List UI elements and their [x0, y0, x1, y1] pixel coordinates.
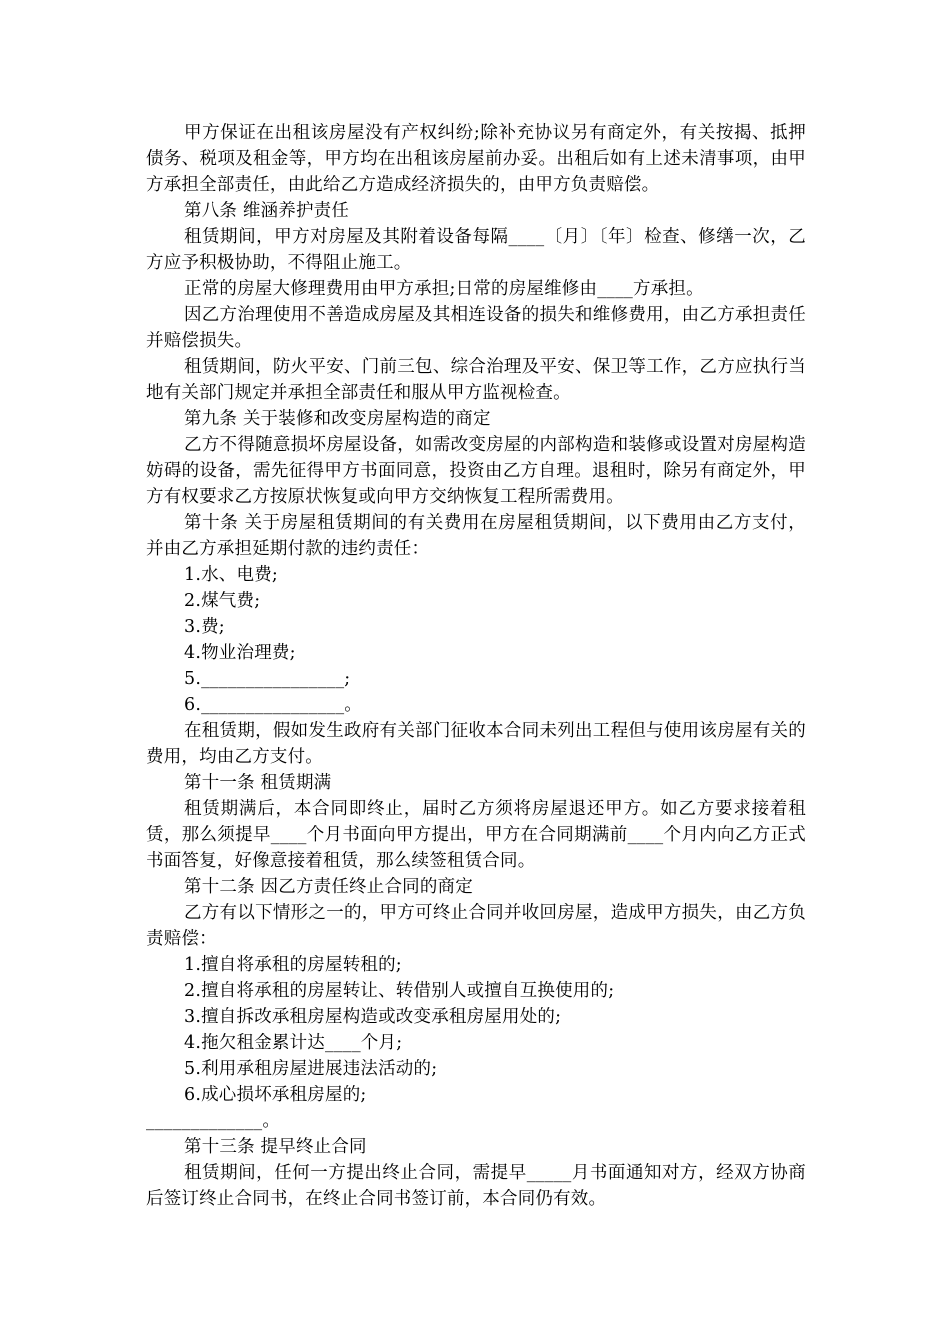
list-item: 3.费;: [184, 617, 225, 637]
paragraph-renovation: 乙方不得随意损坏房屋设备，如需改变房屋的内部构造和装修或设置对房屋构造妨碍的设备，需先征得甲方书面同意，投资由乙方自理。退租时，除另有商定外，甲方有权要求乙方按原状恢复或向甲方交纳恢复工程所需费用。: [146, 435, 806, 507]
blank-line: _____________。: [146, 1111, 281, 1131]
heading-article-9: 第九条 关于装修和改变房屋构造的商定: [184, 409, 491, 429]
document-page: [146, 120, 806, 1212]
paragraph-safety: 租赁期间，防火平安、门前三包、综合治理及平安、保卫等工作，乙方应执行当地有关部门规定并承担全部责任和服从甲方监视检查。: [146, 357, 806, 403]
paragraph-government-fees: 在租赁期，假如发生政府有关部门征收本合同未列出工程但与使用该房屋有关的费用，均由乙方支付。: [146, 721, 806, 767]
paragraph-repair-costs: 正常的房屋大修理费用由甲方承担;日常的房屋维修由____方承担。: [184, 279, 704, 299]
heading-article-10: 第十条 关于房屋租赁期间的有关费用在房屋租赁期间，以下费用由乙方支付，并由乙方承担延期付款的违约责任：: [146, 513, 806, 559]
list-item: 5.________________;: [184, 669, 351, 689]
list-item: 6.________________。: [184, 695, 362, 715]
list-item: 1.水、电费;: [184, 565, 278, 585]
heading-article-13: 第十三条 提早终止合同: [184, 1137, 367, 1157]
heading-article-8: 第八条 维涵养护责任: [184, 201, 350, 221]
heading-article-11: 第十一条 租赁期满: [184, 773, 332, 793]
paragraph-lease-expiry: 租赁期满后，本合同即终止，届时乙方须将房屋退还甲方。如乙方要求接着租赁，那么须提早____个月书面向甲方提出，甲方在合同期满前____个月内向乙方正式书面答复，好像意接着租赁，那么续签租赁合同。: [146, 799, 806, 871]
list-item: 4.拖欠租金累计达____个月;: [184, 1033, 403, 1053]
paragraph-termination-conditions: 乙方有以下情形之一的，甲方可终止合同并收回房屋，造成甲方损失，由乙方负责赔偿：: [146, 903, 806, 949]
paragraph-damage-liability: 因乙方治理使用不善造成房屋及其相连设备的损失和维修费用，由乙方承担责任并赔偿损失。: [146, 305, 806, 351]
list-item: 2.煤气费;: [184, 591, 261, 611]
heading-article-12: 第十二条 因乙方责任终止合同的商定: [184, 877, 473, 897]
list-item: 4.物业治理费;: [184, 643, 296, 663]
list-item: 3.擅自拆改承租房屋构造或改变承租房屋用处的;: [184, 1007, 562, 1027]
list-item: 2.擅自将承租的房屋转让、转借别人或擅自互换使用的;: [184, 981, 615, 1001]
list-item: 6.成心损坏承租房屋的;: [184, 1085, 367, 1105]
list-item: 5.利用承租房屋进展违法活动的;: [184, 1059, 438, 1079]
paragraph-inspection: 租赁期间，甲方对房屋及其附着设备每隔____〔月〕〔年〕检查、修缮一次，乙方应予积极协助，不得阻止施工。: [146, 227, 806, 273]
paragraph-guarantee: 甲方保证在出租该房屋没有产权纠纷;除补充协议另有商定外，有关按揭、抵押债务、税项及租金等，甲方均在出租该房屋前办妥。出租后如有上述未清事项，由甲方承担全部责任，由此给乙方造成经济损失的，由甲方负责赔偿。: [146, 123, 806, 195]
list-item: 1.擅自将承租的房屋转租的;: [184, 955, 402, 975]
paragraph-early-termination: 租赁期间，任何一方提出终止合同，需提早_____月书面通知对方，经双方协商后签订终止合同书，在终止合同书签订前，本合同仍有效。: [146, 1163, 806, 1209]
